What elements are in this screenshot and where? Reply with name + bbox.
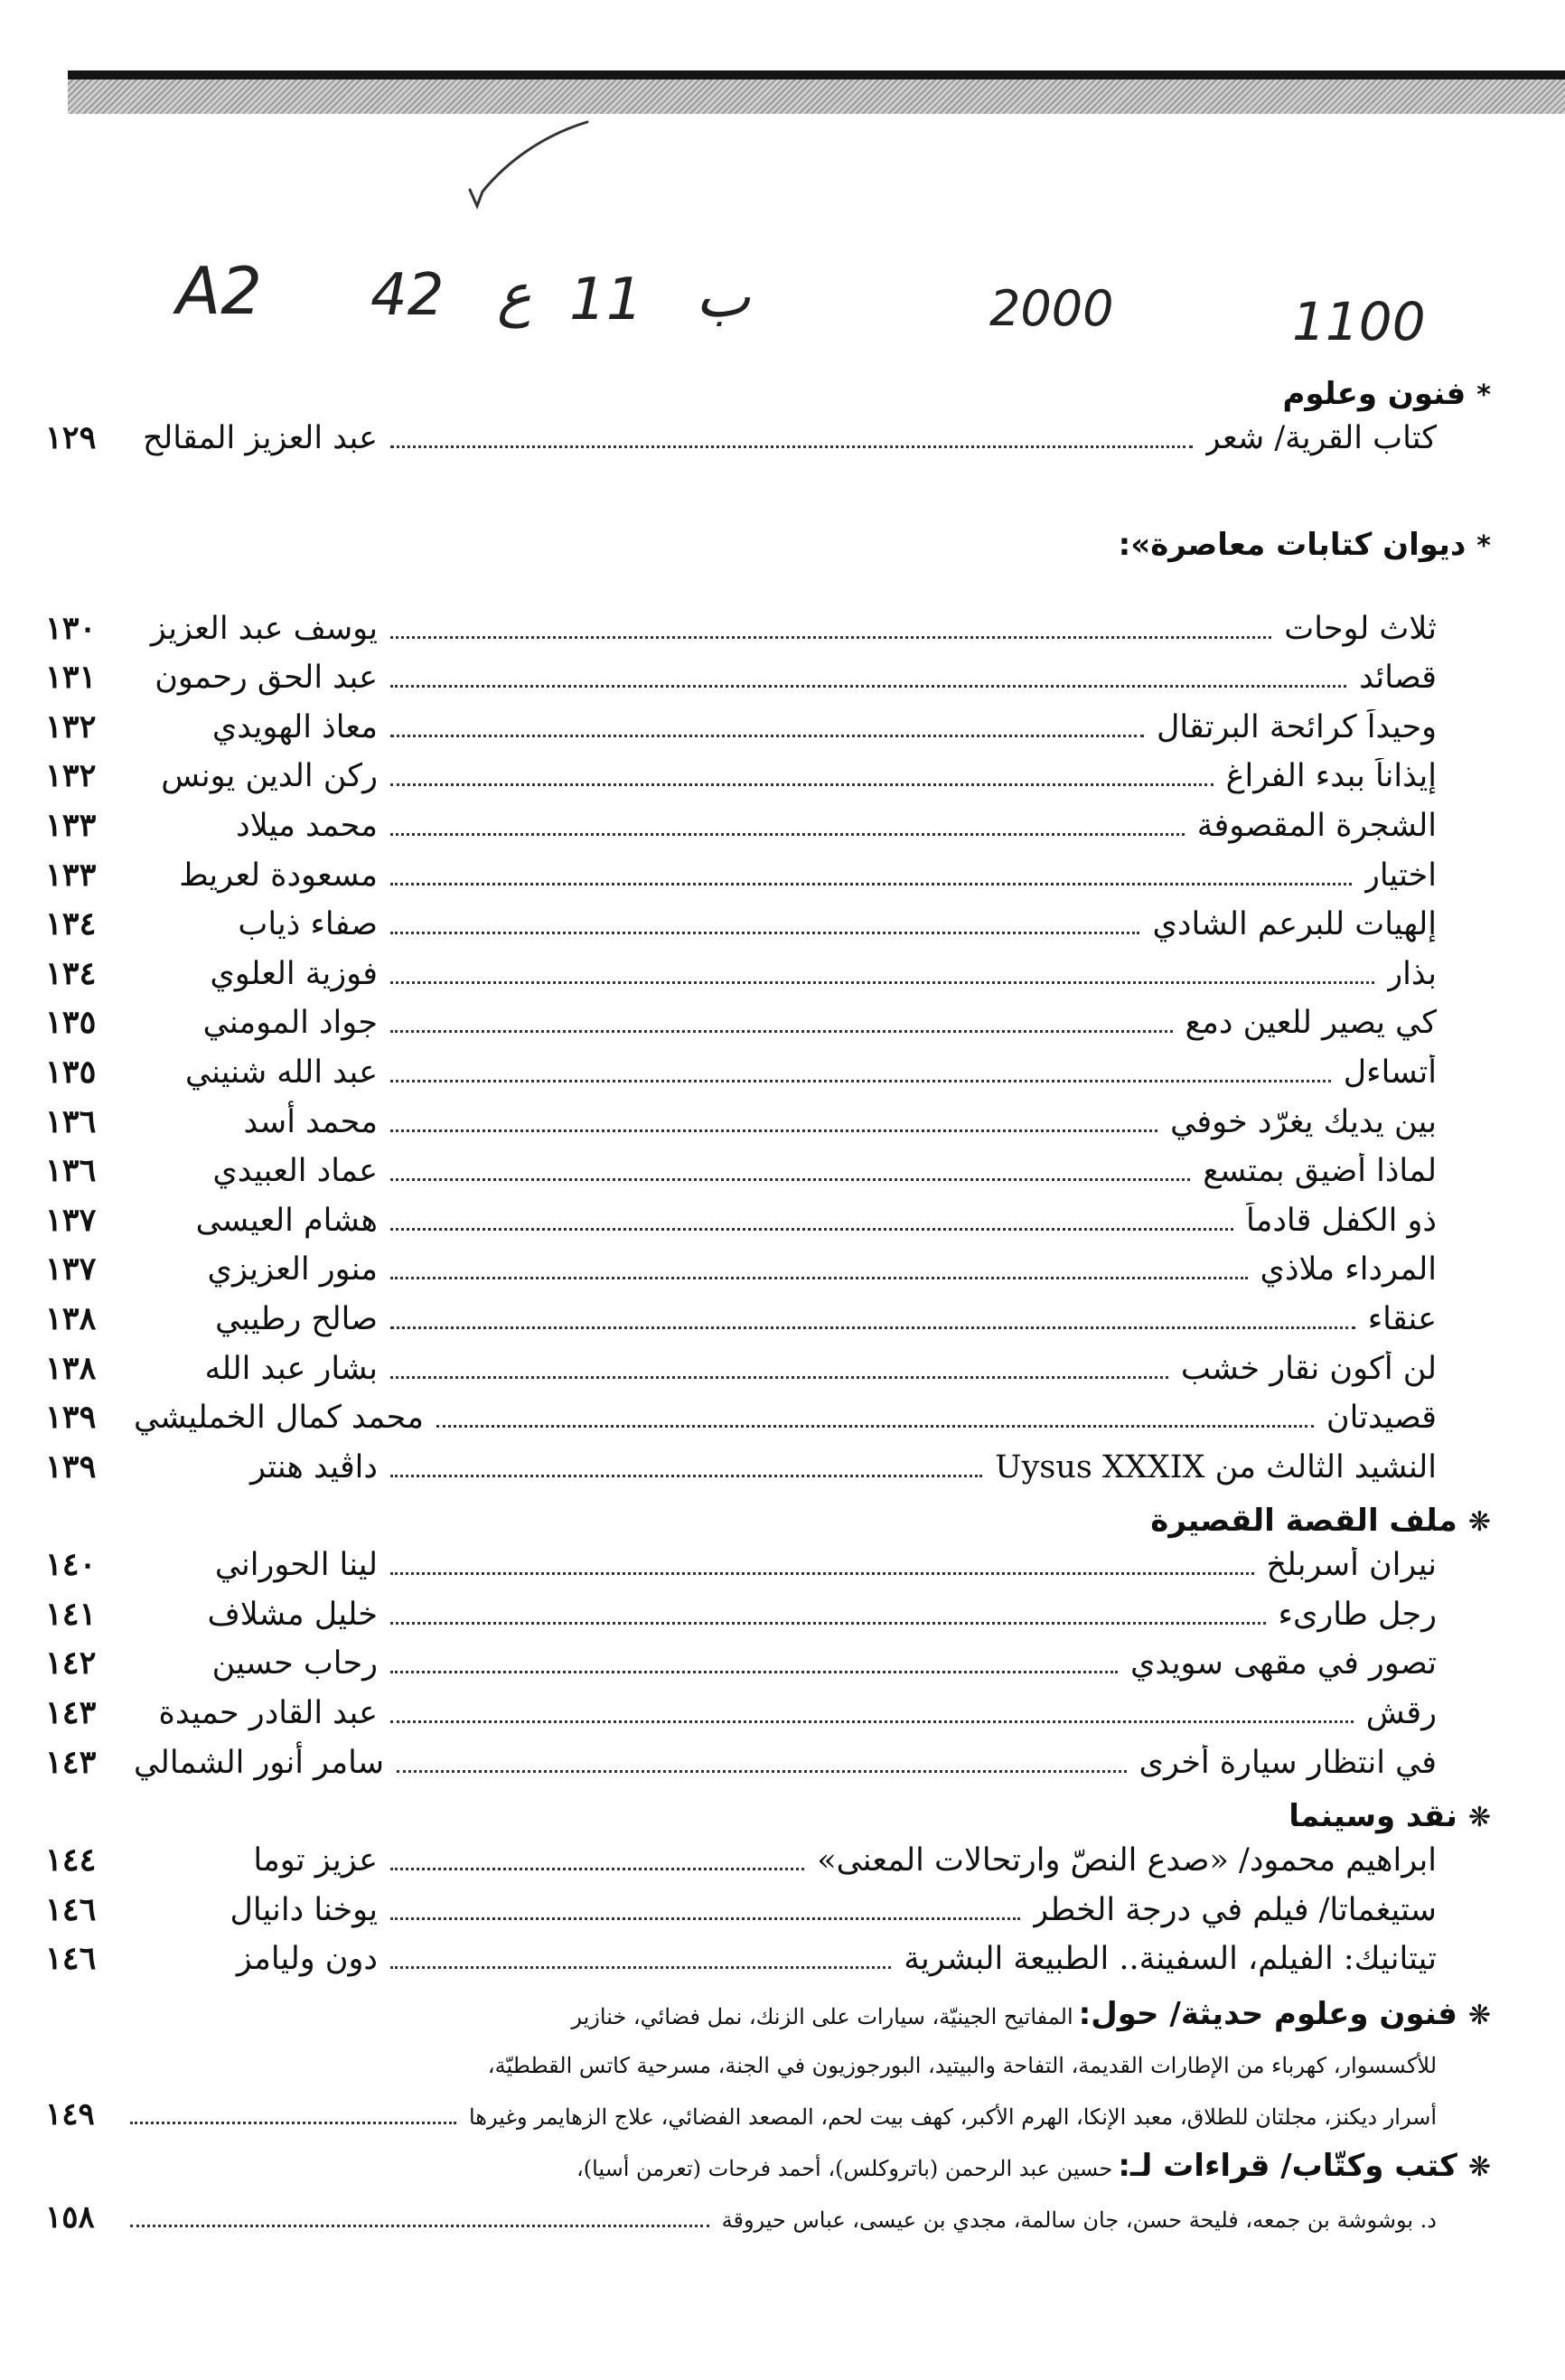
toc-entry: النشيد الثالث من Uysus XXXIX داڤيد هنتر ١٣٩ <box>45 1448 1437 1485</box>
handwritten-code-ain: ع <box>497 262 532 329</box>
toc-entry: لماذا أضيق بمتسع عماد العبيدي ١٣٦ <box>45 1152 1437 1190</box>
toc-entry: كي يصير للعين دمع جواد المومني ١٣٥ <box>45 1004 1437 1042</box>
toc-entry: الشجرة المقصوفة محمد ميلاد ١٣٣ <box>45 806 1437 844</box>
toc-entry: لن أكون نقار خشب بشار عبد الله ١٣٨ <box>45 1349 1437 1387</box>
modern-arts-line: للأكسسوار، كهرباء من الإطارات القديمة، التفاحة والبيتيد، البورجوزيون في الجنة، مسرحية كاتس القططيّة، <box>487 2053 1437 2079</box>
toc-entry: ذو الكفل قادماً هشام العيسى ١٣٧ <box>45 1201 1437 1239</box>
section-heading-contemporary: *ديوان كتابات معاصرة»: <box>45 521 1491 570</box>
toc-entry: ستيغماتا/ فيلم في درجة الخطر يوخنا دانيال ١٤٦ <box>45 1890 1437 1928</box>
asterisk-icon: ❋ <box>1467 2151 1491 2184</box>
asterisk-icon: * <box>1476 529 1491 562</box>
toc-entry: تيتانيك: الفيلم، السفينة.. الطبيعة البشرية دون وليامز ١٤٦ <box>45 1940 1437 1978</box>
section-heading-modern-arts: ❋فنون وعلوم حديثة/ حول:المفاتيح الجينيّة، سيارات على الزنك، نمل فضائي، خنازير <box>45 1990 1491 2041</box>
top-rule <box>68 70 1565 80</box>
toc-entry: نيران أسربلخ لينا الحوراني ١٤٠ <box>45 1546 1437 1584</box>
toc-entry: إيذاناً ببدء الفراغ ركن الدين يونس ١٣٢ <box>45 757 1437 795</box>
handwritten-annotations <box>0 0 1565 379</box>
toc-entry: قصائد عبد الحق رحمون ١٣١ <box>45 659 1437 697</box>
section-heading-books: ❋كتب وكتّاب/ قراءات لـ:حسين عبد الرحمن (باتروكلس)، أحمد فرحات (تعرمن أسيا)، <box>45 2141 1491 2193</box>
section-heading-short-story: ❋ملف القصة القصيرة <box>45 1497 1491 1546</box>
modern-arts-line-last: أسرار ديكنز، مجلتان للطلاق، معبد الإنكا، الهرم الأكبر، كهف بيت لحم، المصعد الفضائي، علاج الزهايمر وغيرها ١٤٩ <box>45 2096 1437 2133</box>
toc-entry: المرداء ملاذي منور العزيزي ١٣٧ <box>45 1251 1437 1288</box>
leader-dots <box>130 2216 709 2227</box>
books-line-last: د. بوشوشة بن جمعه، فليحة حسن، جان سالمة، مجدي بن عيسى، عباس حيروقة ١٥٨ <box>45 2199 1437 2236</box>
checkmark-scribble-icon <box>452 117 596 217</box>
toc-entry: ابراهيم محمود/ «صدع النصّ وارتحالات المعنى» عزيز توما ١٤٤ <box>45 1841 1437 1879</box>
asterisk-icon: ❋ <box>1467 2000 1491 2032</box>
handwritten-code-11: 11 <box>569 267 643 333</box>
asterisk-icon: * <box>1476 379 1491 411</box>
toc-entry: وحيداً كرائحة البرتقال معاذ الهويدي ١٣٢ <box>45 707 1437 745</box>
handwritten-number: 1100 <box>1292 291 1426 352</box>
toc-entry: عنقاء صالح رطيبي ١٣٨ <box>45 1299 1437 1337</box>
modern-arts-block <box>45 1990 1491 2141</box>
toc-entry: إلهيات للبرعم الشادي صفاء ذياب ١٣٤ <box>45 905 1437 943</box>
handwritten-year: 2000 <box>989 280 1114 337</box>
section-heading-arts-sciences: *فنون وعلوم <box>45 370 1491 419</box>
leader-dots <box>390 436 1193 448</box>
toc-entry: في انتظار سيارة أخرى سامر أنور الشمالي ١٤٣ <box>45 1743 1437 1781</box>
toc-entry: رجل طارىء خليل مشلاف ١٤١ <box>45 1595 1437 1633</box>
handwritten-code-a2: A2 <box>176 253 263 329</box>
handwritten-code-42: 42 <box>370 262 445 329</box>
toc-entry: اختيار مسعودة لعريط ١٣٣ <box>45 856 1437 894</box>
books-block <box>45 2141 1491 2244</box>
toc-entry: كتاب القرية/ شعر عبد العزيز المقالح ١٢٩ <box>45 419 1437 456</box>
handwritten-code-ba: ب <box>696 264 751 331</box>
asterisk-icon: ❋ <box>1467 1506 1491 1539</box>
asterisk-icon: ❋ <box>1467 1802 1491 1834</box>
top-halftone-band <box>68 80 1565 114</box>
toc-entry: ثلاث لوحات يوسف عبد العزيز ١٣٠ <box>45 609 1437 647</box>
toc-entry: تصور في مقهى سويدي رحاب حسين ١٤٢ <box>45 1644 1437 1682</box>
table-of-contents <box>45 370 1491 2244</box>
toc-entry: بين يديك يغرّد خوفي محمد أسد ١٣٦ <box>45 1102 1437 1140</box>
toc-entry: أتساءل عبد الله شنيني ١٣٥ <box>45 1053 1437 1091</box>
leader-dots <box>130 2113 456 2124</box>
toc-entry: بذار فوزية العلوي ١٣٤ <box>45 954 1437 992</box>
section-heading-criticism-cinema: ❋نقد وسينما <box>45 1793 1491 1841</box>
toc-entry: رقش عبد القادر حميدة ١٤٣ <box>45 1694 1437 1732</box>
toc-entry: قصيدتان محمد كمال الخمليشي ١٣٩ <box>45 1399 1437 1437</box>
